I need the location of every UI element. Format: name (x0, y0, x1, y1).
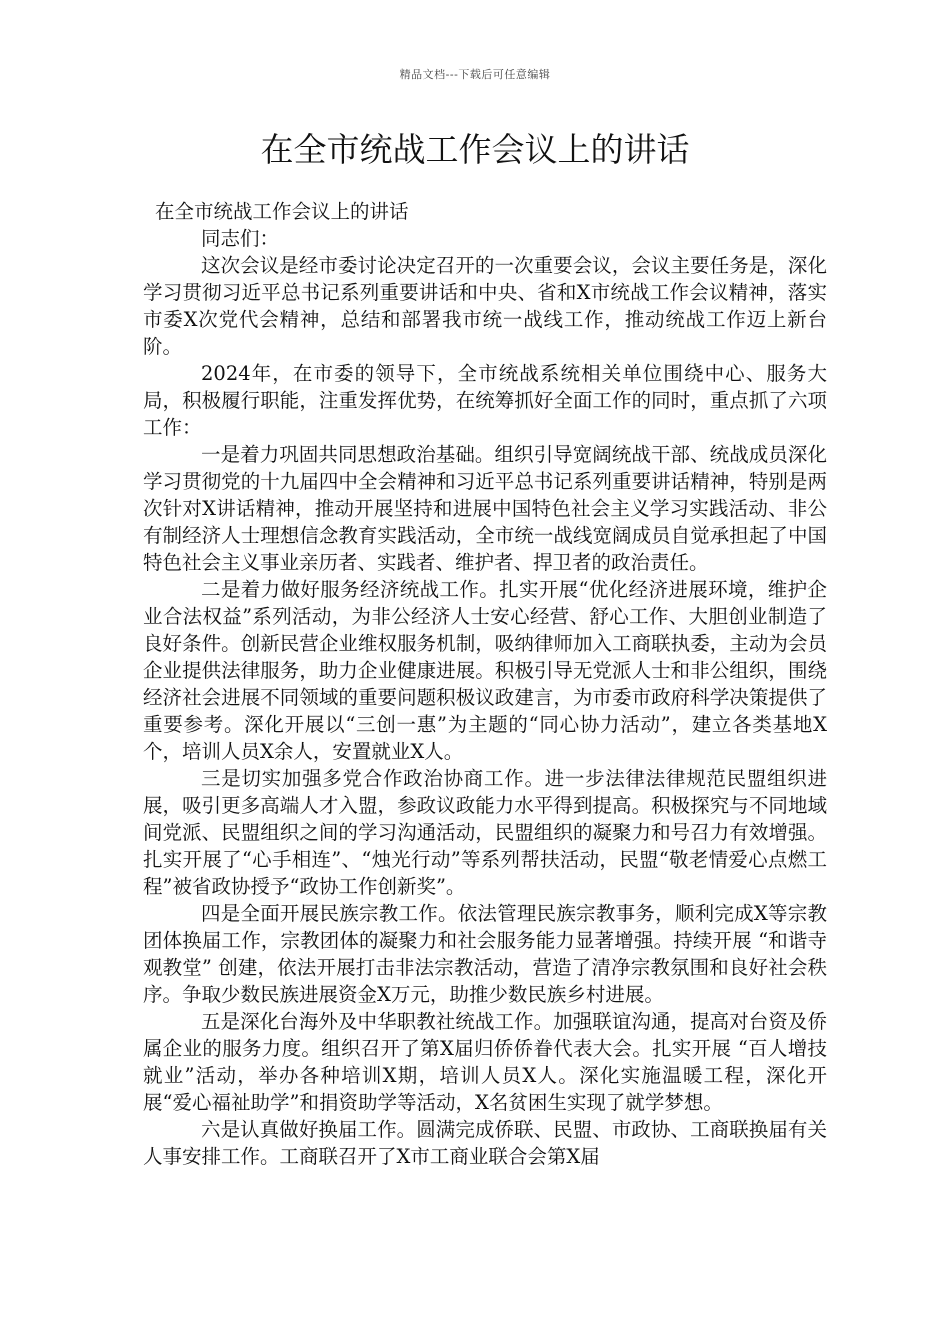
document-title: 在全市统战工作会议上的讲话 (260, 130, 690, 169)
paragraph-intro: 这次会议是经市委讨论决定召开的一次重要会议，会议主要任务是，深化学习贯彻习近平总书记系列重要讲话和中央、省和X市统战工作会议精神，落实市委X次党代会精神，总结和部署我市统一战线工作，推动统战工作迈上新台阶。 (143, 254, 827, 358)
document-subtitle: 在全市统战工作会议上的讲话 (155, 200, 409, 223)
paragraph-point-1: 一是着力巩固共同思想政治基础。组织引导宽阔统战干部、统战成员深化学习贯彻党的十九届四中全会精神和习近平总书记系列重要讲话精神，特别是两次针对X讲话精神，推动开展坚持和进展中国特色社会主义学习实践活动、非公有制经济人士理想信念教育实践活动，全市统一战线宽阔成员自觉承担起了中国特色社会主义事业亲历者、实践者、维护者、捍卫者的政治责任。 (143, 443, 827, 574)
paragraph-point-3: 三是切实加强多党合作政治协商工作。进一步法律法律规范民盟组织进展，吸引更多高端人才入盟，参政议政能力水平得到提高。积极探究与不同地域间党派、民盟组织之间的学习沟通活动，民盟组织的凝聚力和号召力有效增强。扎实开展了“心手相连”、“烛光行动”等系列帮扶活动，民盟“敬老情爱心点燃工程”被省政协授予“政协工作创新奖”。 (143, 767, 827, 898)
paragraph-point-4: 四是全面开展民族宗教工作。依法管理民族宗教事务，顺利完成X等宗教团体换届工作，宗教团体的凝聚力和社会服务能力显著增强。持续开展 “和谐寺观教堂” 创建，依法开展打击非法宗教活动，营造了清净宗教氛围和良好社会秩序。争取少数民族进展资金X万元，助推少数民族乡村进展。 (143, 902, 827, 1006)
paragraph-point-2: 二是着力做好服务经济统战工作。扎实开展“优化经济进展环境，维护企业合法权益”系列活动，为非公经济人士安心经营、舒心工作、大胆创业制造了良好条件。创新民营企业维权服务机制，吸纳律师加入工商联执委，主动为会员企业提供法律服务，助力企业健康进展。积极引导无党派人士和非公组织，围绕经济社会进展不同领域的重要问题积极议政建言，为市委市政府科学决策提供了重要参考。深化开展以“三创一惠”为主题的“同心协力活动”，建立各类基地X个，培训人员X余人，安置就业X人。 (143, 578, 827, 763)
paragraph-point-6: 六是认真做好换届工作。圆满完成侨联、民盟、市政协、工商联换届有关人事安排工作。工商联召开了X市工商业联合会第X届 (143, 1118, 827, 1168)
paragraph-summary: 2024年，在市委的领导下，全市统战系统相关单位围绕中心、服务大局，积极履行职能，注重发挥优势，在统筹抓好全面工作的同时，重点抓了六项工作： (143, 362, 827, 439)
paragraph-point-5: 五是深化台海外及中华职教社统战工作。加强联谊沟通，提高对台资及侨属企业的服务力度。组织召开了第X届归侨侨眷代表大会。扎实开展 “百人增技就业”活动，举办各种培训X期，培训人员X人。深化实施温暖工程，深化开展“爱心福祉助学”和捐资助学等活动，X名贫困生实现了就学梦想。 (143, 1010, 827, 1114)
page-header: 精品文档---下载后可任意编辑 (399, 68, 551, 81)
salutation: 同志们： (201, 227, 280, 250)
document-body (143, 198, 827, 1170)
